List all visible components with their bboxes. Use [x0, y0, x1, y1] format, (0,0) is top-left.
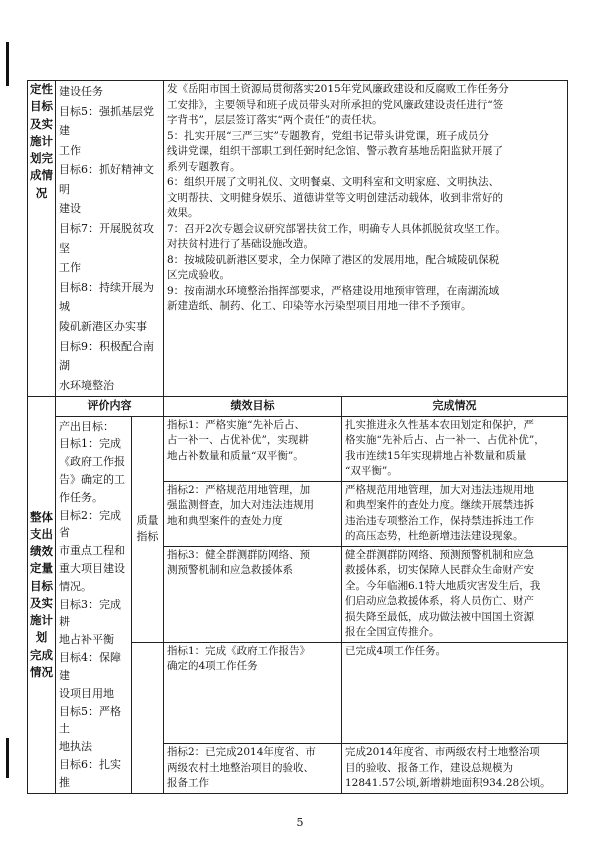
label-char: 施计 — [30, 133, 53, 148]
text-line: 指标1：完成《政府工作报告》 — [167, 644, 311, 657]
text-line: 和典型案件的查处力度。继续开展禁违拆 — [345, 499, 534, 512]
text-line: 情况。 — [59, 579, 92, 593]
text-line: 报在全国宣传推介。 — [345, 626, 440, 639]
label-char: 划 — [35, 630, 48, 645]
label-char: 划完 — [30, 151, 53, 165]
text-line: 我市连续15年实现耕地占补数量和质量 — [345, 449, 527, 462]
text-line: “双平衡”。 — [345, 465, 398, 478]
text-line: 确定的4项工作任务 — [167, 660, 258, 673]
text-line: 质量 — [136, 513, 159, 527]
text-line: 工安排》，主要领导和班子成员带头对所承担的党风廉政建设责任进行“签 — [167, 98, 504, 111]
indicator-row — [28, 416, 568, 481]
text-line: 的高压态势，杜绝新增违法建设现象。 — [345, 530, 524, 543]
text-line: 9：按南湖水环境整治指挥部要求，严格建设用地预审管理，在南湖流域 — [167, 284, 500, 297]
indicator-target — [164, 416, 342, 481]
text-line: 完成2014年度省、市两级农村土地整治项 — [345, 745, 540, 758]
text-line: 目标6：扎实推 — [59, 757, 121, 789]
label-char: 施计 — [30, 613, 53, 628]
indicator-target — [164, 546, 342, 642]
text-line: 目标8：持续开展为城 — [59, 280, 154, 314]
text-line: 区完成验收。 — [167, 269, 230, 282]
label-char: 整体 — [30, 509, 53, 524]
text-line: 扎实推进永久性基本农田划定和保护，严 — [345, 418, 534, 431]
text-line: 工作 — [59, 143, 81, 157]
text-line: 地和典型案件的查处力度 — [167, 514, 283, 527]
text-line: 严格规范用地管理，加大对违法违规用地 — [345, 483, 534, 496]
text-line: 强监测督查，加大对违法违规用 — [167, 499, 314, 512]
quantitative-label — [28, 397, 56, 793]
text-line: 目标4：保障建 — [59, 651, 121, 682]
text-line: 违治违专项整治工作，保持禁违拆违工作 — [345, 514, 534, 527]
label-char: 况 — [35, 185, 48, 200]
text-line: 报备工作 — [167, 777, 209, 790]
label-char: 及实 — [30, 595, 53, 610]
text-line: 6：组织开展了文明礼仪、文明餐桌、文明科室和文明家庭、文明执法、 — [167, 176, 500, 189]
text-line: 文明帮扶、文明健身娱乐、道德讲堂等文明创建活动载体，收到非常好的 — [167, 191, 503, 204]
text-line: 们启动应急救援体系，将人员伤亡、财产 — [345, 595, 534, 608]
header-performance-target: 绩效目标 — [164, 397, 342, 416]
text-line: 发《岳阳市国土资源局贯彻落实2015年党风廉政建设和反腐败工作任务分 — [167, 83, 509, 95]
text-line: 指标3：健全群测群防网络、预 — [167, 548, 311, 561]
text-line: 救援体系，切实保障人民群众生命财产安 — [345, 564, 534, 577]
text-line: 设项目用地 — [59, 686, 114, 700]
text-line: 指标 — [136, 530, 159, 544]
text-line: 对扶贫村进行了基础设施改造。 — [167, 238, 314, 251]
text-line: 指标2：已完成2014年度省、市 — [167, 745, 316, 758]
text-line: 告》确定的工 — [59, 472, 125, 486]
text-line: 水环境整治 — [59, 378, 114, 392]
indicator-result — [342, 743, 568, 793]
indicator-target — [164, 481, 342, 546]
text-line: 测预警机制和应急救援体系 — [167, 564, 293, 577]
performance-table — [27, 80, 568, 794]
text-line: 建设 — [59, 202, 81, 216]
quantitative-header-row — [28, 397, 568, 416]
text-line: 地执法 — [59, 740, 92, 754]
indicator-result — [342, 546, 568, 642]
text-line: 地占补平衡 — [59, 633, 114, 647]
output-targets-cell — [56, 416, 132, 793]
text-line: 格实施“先补后占、占一补一、占优补优”， — [345, 434, 545, 447]
label-char: 情况 — [30, 664, 53, 679]
binder-mark-top — [6, 42, 9, 86]
label-char: 完成 — [30, 647, 53, 662]
header-evaluation-content: 评价内容 — [56, 397, 164, 416]
text-line: 指标1：严格实施“先补后占、 — [167, 418, 306, 431]
text-line: 占一补一、占优补优”，实现耕 — [167, 434, 309, 447]
qualitative-row — [28, 81, 568, 397]
label-char: 定量 — [30, 561, 53, 576]
construction-tasks-cell — [56, 81, 164, 397]
indicator-target — [164, 743, 342, 793]
qualitative-label — [28, 81, 56, 397]
text-line: 5：扎实开展“三严三实”专题教育，党组书记带头讲党课，班子成员分 — [167, 129, 489, 142]
text-line: 损失降至最低，成功做法被中国国土资源 — [345, 610, 534, 623]
text-line: 产出目标： — [59, 419, 114, 433]
text-line: 目标7：开展脱贫攻坚 — [59, 222, 154, 255]
text-line: 7：召开2次专题会议研究部署扶贫工作，明确专人具体抓脱贫攻坚工作。 — [167, 222, 506, 235]
text-line: 线讲党课，组织干部职工到任弼时纪念馆、警示教育基地岳阳监狱开展了 — [167, 145, 503, 158]
text-line: 健全群测群防网络、预测预警机制和应急 — [345, 548, 534, 561]
text-line: 目标2：完成省 — [59, 508, 121, 540]
text-line: 8：按城陵矶新港区要求，全力保障了港区的发展用地，配合城陵矶保税 — [167, 253, 500, 266]
label-char: 及实 — [30, 116, 53, 131]
text-line: 建设任务 — [59, 85, 103, 98]
label-char: 成情 — [30, 168, 53, 183]
text-line: 目标5：严格土 — [59, 704, 121, 736]
quantity-indicator-label — [132, 642, 164, 793]
text-line: 地占补数量和质量“双平衡”。 — [167, 449, 304, 462]
text-line: 陵矶新港区办实事 — [59, 319, 147, 333]
text-line: 目标6：抓好精神文明 — [59, 163, 154, 196]
text-line: 目标1：完成 — [59, 437, 121, 451]
page-number: 5 — [296, 816, 304, 829]
text-line: 效果。 — [167, 207, 199, 220]
text-line: 全。今年临湘6.1特大地质灾害发生后，我 — [345, 579, 541, 592]
header-completion-status: 完成情况 — [342, 397, 568, 416]
indicator-target — [164, 642, 342, 743]
label-char: 绩效 — [30, 544, 53, 559]
text-line: 目标5：强抓基层党建 — [59, 104, 154, 138]
text-line: 新建造纸、制药、化工、印染等水污染型项目用地一律不予预审。 — [167, 300, 472, 313]
text-line: 目标3：完成耕 — [59, 597, 121, 629]
binder-mark-bottom — [6, 738, 9, 778]
text-line: 指标2：严格规范用地管理，加 — [167, 483, 311, 496]
text-line: 目标9：积极配合南湖 — [59, 339, 154, 373]
text-line: 两级农村土地整治项目的验收、 — [167, 761, 314, 774]
text-line: 《政府工作报 — [59, 455, 125, 469]
quality-indicator-label — [132, 416, 164, 642]
text-line: 已完成4项工作任务。 — [345, 644, 447, 657]
indicator-result — [342, 481, 568, 546]
text-line: 作任务。 — [59, 490, 103, 504]
label-char: 目标 — [30, 99, 53, 114]
indicator-result — [342, 416, 568, 481]
label-char: 支出 — [30, 526, 53, 541]
text-line: 重大项目建设 — [59, 562, 125, 576]
text-line: 字背书”，层层签订落实“两个责任”的责任状。 — [167, 114, 383, 127]
label-char: 目标 — [30, 578, 53, 593]
text-line: 系列专题教育。 — [167, 160, 241, 173]
task-progress-cell — [164, 81, 568, 397]
text-line: 目的验收、报备工作，建设总规模为 — [345, 761, 513, 774]
label-char: 定性 — [30, 82, 53, 96]
indicator-result — [342, 642, 568, 743]
text-line: 工作 — [59, 261, 81, 275]
text-line: 市重点工程和 — [59, 544, 125, 558]
text-line: 12841.57公顷,新增耕地面积934.28公顷。 — [345, 777, 551, 790]
